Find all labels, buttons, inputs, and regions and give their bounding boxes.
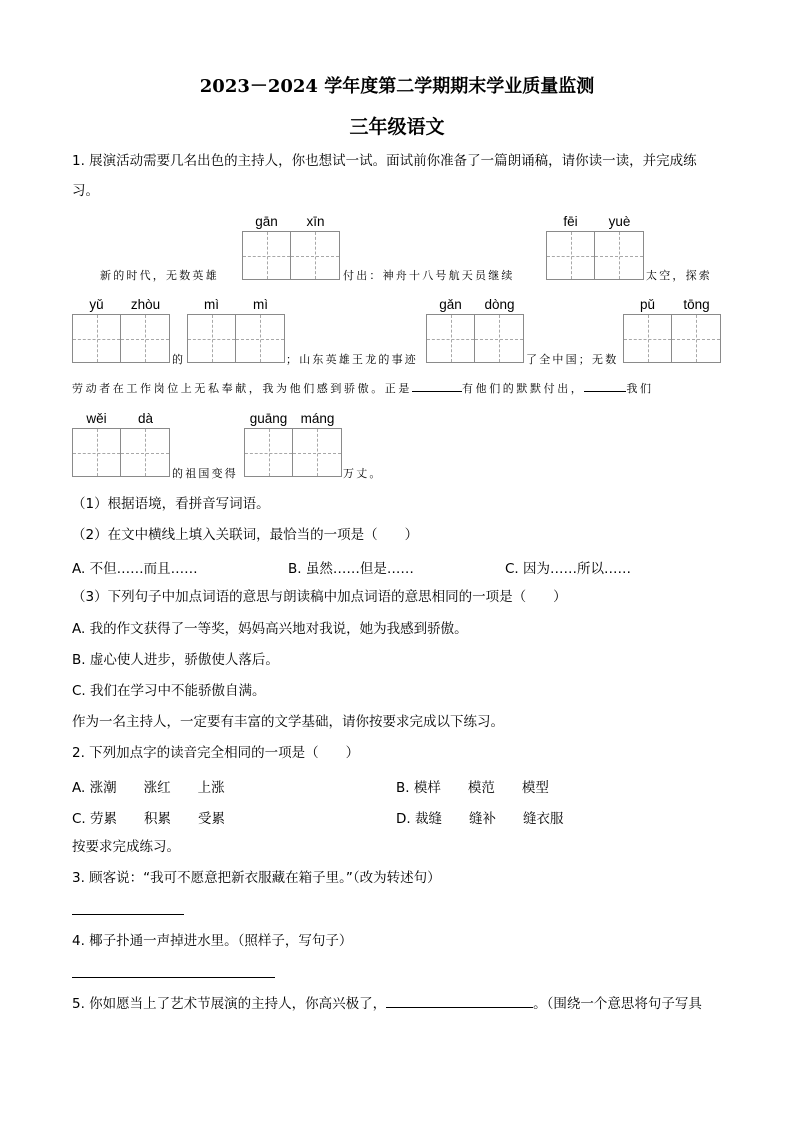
pinyin-label: gān [255,214,278,229]
q1-intro-line1: 1. 展演活动需要几名出色的主持人，你也想试一试。面试前你准备了一篇朗诵稿，请你读一读，并完成练 [72,153,697,169]
grid-cell[interactable] [595,231,644,280]
q5-text: 5. 你如愿当上了艺术节展演的主持人，你高兴极了， [72,996,387,1012]
grid-cell[interactable] [242,231,291,280]
q1-sub3: （3）下列句子中加点词语的意思与朗读稿中加点词语的意思相同的一项是（ ） [72,589,567,605]
grid-cell[interactable] [475,314,524,363]
grid-cell[interactable] [244,428,293,477]
grid-cell[interactable] [72,314,121,363]
pinyin-label: zhòu [130,297,161,312]
pinyin-label: pǔ [639,297,656,312]
passage-text: 了全中国；无数 [526,353,619,366]
passage-text: 付出：神舟十八号航天员继续 [343,269,515,282]
writing-grid-mimi[interactable] [187,314,285,363]
passage-text: 的 [172,353,183,366]
writing-grid-putong[interactable] [623,314,721,363]
pinyin-label: dà [137,411,154,426]
q2-stem: 2. 下列加点字的读音完全相同的一项是（ ） [72,745,360,761]
q3-stem: 3. 顾客说：“我可不愿意把新衣服藏在箱子里。”（改为转述句） [72,870,441,886]
q5-stem [72,995,702,1013]
q1-sub1: （1）根据语境，看拼音写词语。 [72,496,270,512]
writing-grid-feiyue[interactable] [546,231,644,280]
grid-cell[interactable] [121,428,170,477]
writing-grid-gandong[interactable] [426,314,524,363]
q5-text: 。（围绕一个意思将句子写具 [533,996,702,1012]
q1-sub2-option-a[interactable]: A. 不但……而且…… [72,561,198,577]
q2-option-d[interactable]: D. 裁缝 缝补 缝衣服 [396,811,564,827]
q1-sub3-option-b[interactable]: B. 虚心使人进步，骄傲使人落后。 [72,652,279,668]
q1-sub3-option-a[interactable]: A. 我的作文获得了一等奖，妈妈高兴地对我说，她为我感到骄傲。 [72,621,468,637]
pinyin-label: máng [300,411,335,426]
grid-cell[interactable] [291,231,340,280]
conjunction-blank-2[interactable] [584,391,626,392]
q3-answer-line[interactable] [72,914,184,915]
passage-text: 有他们的默默付出， [462,382,585,395]
passage-text: ；山东英雄王龙的事迹 [286,353,418,366]
q2-option-a[interactable]: A. 涨潮 涨红 上涨 [72,780,225,796]
q5-answer-blank[interactable] [386,1007,533,1008]
passage-text: 我们 [626,382,654,395]
q1-sub2-option-b[interactable]: B. 虽然……但是…… [288,561,414,577]
section-instruction: 作为一名主持人，一定要有丰富的文学基础，请你按要求完成以下练习。 [72,714,504,730]
passage-text: 劳动者在工作岗位上无私奉献，我为他们感到骄傲。正是 [72,382,412,395]
q2-option-b[interactable]: B. 模样 模范 模型 [396,780,549,796]
grid-cell[interactable] [672,314,721,363]
grid-cell[interactable] [546,231,595,280]
writing-grid-weida[interactable] [72,428,170,477]
writing-grid-guangmang[interactable] [244,428,342,477]
page-subtitle: 三年级语文 [349,116,445,138]
pinyin-label: yǔ [89,297,104,312]
q1-sub3-option-c[interactable]: C. 我们在学习中不能骄傲自满。 [72,683,266,699]
grid-cell[interactable] [236,314,285,363]
page-title: 2023－2024 学年度第二学期期末学业质量监测 [199,76,595,97]
grid-cell[interactable] [623,314,672,363]
passage-text: 新的时代，无数英雄 [100,269,219,282]
grid-cell[interactable] [293,428,342,477]
passage-text: 的祖国变得 [172,467,238,480]
passage-text: 太空，探索 [646,269,712,282]
pinyin-label: yuè [608,214,631,229]
pinyin-label: fēi [563,214,578,229]
pinyin-label: wěi [86,411,107,426]
grid-cell[interactable] [72,428,121,477]
writing-grid-ganxin[interactable] [242,231,340,280]
section-instruction: 按要求完成练习。 [72,839,180,855]
passage-text: 万丈。 [343,467,383,480]
pinyin-label: xīn [306,214,325,229]
passage-line [72,380,654,396]
q1-intro-line2: 习。 [72,183,99,199]
conjunction-blank-1[interactable] [412,391,462,392]
pinyin-label: mì [204,297,219,312]
q1-sub2-option-c[interactable]: C. 因为……所以…… [505,561,632,577]
pinyin-label: tōng [683,297,710,312]
q4-answer-line[interactable] [72,977,275,978]
writing-grid-yuzhou[interactable] [72,314,170,363]
q2-option-c[interactable]: C. 劳累 积累 受累 [72,811,226,827]
q1-sub2: （2）在文中横线上填入关联词，最恰当的一项是（ ） [72,527,419,543]
pinyin-label: gǎn [439,297,462,312]
pinyin-label: mì [253,297,268,312]
pinyin-label: dòng [484,297,515,312]
q4-stem: 4. 椰子扑通一声掉进水里。（照样子，写句子） [72,933,353,949]
pinyin-label: guāng [249,411,288,426]
grid-cell[interactable] [187,314,236,363]
grid-cell[interactable] [121,314,170,363]
grid-cell[interactable] [426,314,475,363]
